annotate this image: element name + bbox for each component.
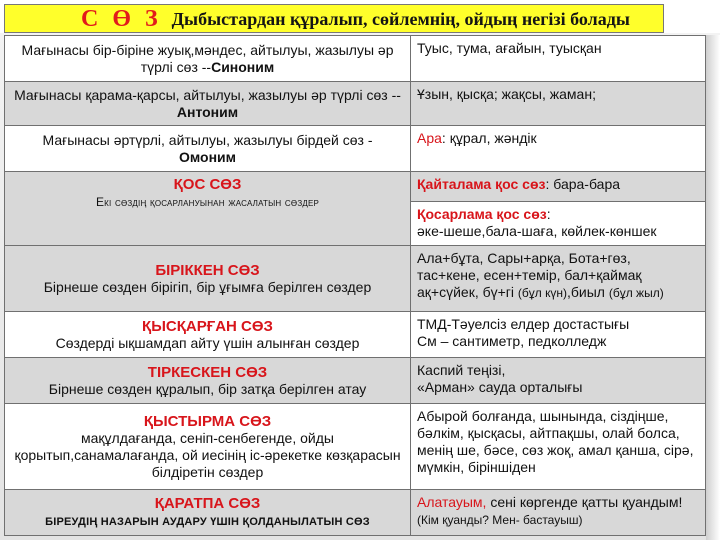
pair-repeat-label: Қайталама қос сөз: [417, 176, 546, 192]
table-row-abbrev: [5, 312, 706, 358]
pair-combined-label: Қосарлама қос сөз: [417, 206, 547, 222]
table-row-pair-repeat: [5, 172, 706, 202]
compound-definition: [5, 246, 411, 312]
vocative-definition: [5, 490, 411, 536]
compound-title: БІРІККЕН СӨЗ: [155, 261, 260, 279]
homonym-example-word: Ара: [417, 130, 442, 146]
interject-desc: мақұлдағанда, сеніп-сенбегенде, ойды қорытып,санамалағанда, ой иесінің іс-әрекетке көзқарасын білдіретін сөздер: [14, 429, 401, 480]
vocative-example-word: Алатауым,: [417, 494, 487, 510]
table-row-homonym: [5, 126, 706, 172]
table-row-compound: [5, 246, 706, 312]
synonym-definition: Мағынасы бір-біріне жуық,мәндес, айтылуы, жазылуы әр түрлі сөз --Синоним: [5, 36, 411, 82]
homonym-example: Ара: құрал, жәндік: [411, 126, 706, 172]
phrase-title: ТІРКЕСКЕН СӨЗ: [147, 363, 268, 381]
title-subtitle: Дыбыстардан құралып, сөйлемнің, ойдың негізі болады: [171, 8, 630, 29]
abbrev-title: ҚЫСҚАРҒАН СӨЗ: [142, 317, 273, 335]
slide-edge-shadow: [706, 35, 720, 540]
table-row-vocative: [5, 490, 706, 536]
title-letters: СӨЗ: [81, 5, 172, 32]
homonym-term: Омоним: [178, 148, 237, 165]
interject-example: Абырой болғанда, шынында, сіздіңше, бәлкім, қысқасы, айтпақшы, олай болса, менің ше, бәсе, сөз жоқ, амал қанша, сірә, мүмкін, біріншіден: [411, 404, 706, 490]
abbrev-example: ТМД-Тәуелсіз елдер достастығы См – сантиметр, педколледж: [411, 312, 706, 358]
vocative-desc: БІРЕУДІҢ НАЗАРЫН АУДАРУ ҮШІН ҚОЛДАНЫЛАТЫН СӨЗ: [45, 515, 370, 528]
compound-example: Ала+бұта, Сары+арқа, Бота+гөз, тас+кене, есен+темір, бал+қаймақ ақ+сүйек, бү+гі (бұл күн),биыл (бұл жыл): [411, 246, 706, 312]
pair-repeat-example: Қайталама қос сөз: бара-бара: [411, 172, 706, 202]
pair-word-title: ҚОС СӨЗ: [173, 176, 242, 193]
homonym-definition: Мағынасы әртүрлі, айтылуы, жазылуы бірдей сөз - Омоним: [5, 126, 411, 172]
abbrev-desc: Сөздерді ықшамдап айту үшін алынған сөздер: [55, 334, 360, 351]
phrase-desc: Бірнеше сөзден құралып, бір затқа берілген атау: [48, 380, 367, 397]
phrase-example: Каспий теңізі, «Арман» сауда орталығы: [411, 358, 706, 404]
word-types-table: [4, 35, 706, 536]
synonym-example: Туыс, тума, ағайын, туысқан: [411, 36, 706, 82]
title-banner: [4, 4, 664, 33]
phrase-definition: [5, 358, 411, 404]
antonym-definition: Мағынасы қарама-қарсы, айтылуы, жазылуы әр түрлі сөз --Антоним: [5, 82, 411, 126]
synonym-term: Синоним: [211, 58, 275, 75]
antonym-term: Антоним: [176, 103, 239, 120]
vocative-title: ҚАРАТПА СӨЗ: [154, 494, 261, 512]
table-row-interject: [5, 404, 706, 490]
table-row-phrase: [5, 358, 706, 404]
pair-combined-example: Қосарлама қос сөз: әке-шеше,бала-шаға, көйлек-көншек: [411, 202, 706, 246]
interject-title: ҚЫСТЫРМА СӨЗ: [143, 412, 272, 430]
vocative-example: Алатауым, сені көргенде қатты қуандым! (Кім қуанды? Мен- бастауыш): [411, 490, 706, 536]
antonym-example: Ұзын, қысқа; жақсы, жаман;: [411, 82, 706, 126]
table-row-synonym: [5, 36, 706, 82]
table-row-antonym: [5, 82, 706, 126]
interject-definition: [5, 404, 411, 490]
pair-word-desc: Екі сөздің қосарлануынан жасалатын сөздер: [95, 195, 320, 209]
pair-word-definition: [5, 172, 411, 246]
compound-desc: Бірнеше сөзден бірігіп, бір ұғымға берілген сөздер: [43, 278, 372, 295]
abbrev-definition: [5, 312, 411, 358]
